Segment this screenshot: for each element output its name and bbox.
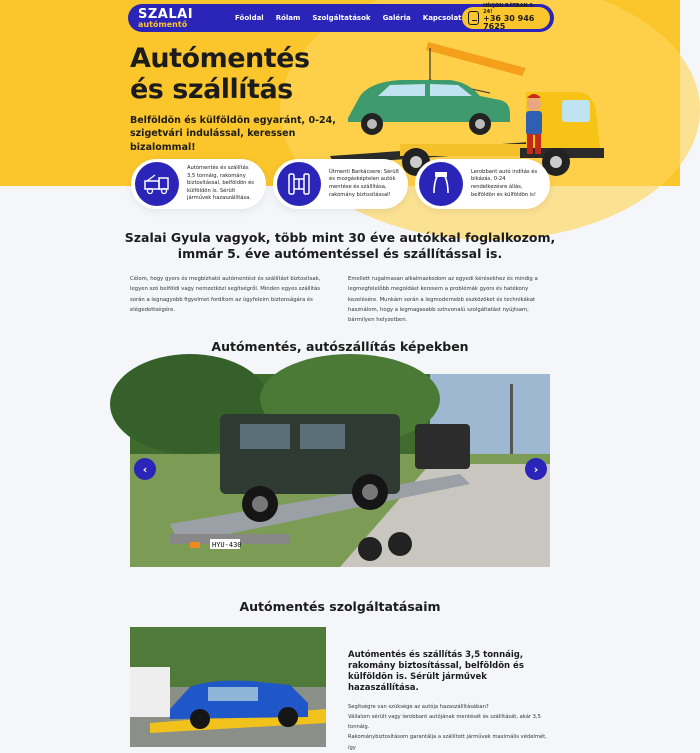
feature-card-roadside bbox=[273, 159, 408, 209]
phone-number: +36 30 946 7625 bbox=[483, 13, 535, 32]
wheel-icon bbox=[277, 162, 321, 206]
nav-link-contact[interactable]: Kapcsolat bbox=[422, 14, 462, 22]
hero-subtitle: Belföldön és külföldön egyaránt, 0-24, szigetvári indulással, keressen bizalommal! bbox=[130, 115, 336, 153]
license-plate: HYU-430 bbox=[212, 541, 242, 549]
logo-subtitle: autómentő bbox=[138, 19, 188, 29]
jumper-cable-icon bbox=[419, 162, 463, 206]
feature-card-towing bbox=[131, 159, 266, 209]
service-item-body bbox=[348, 702, 553, 753]
hero-title-line2: és szállítás bbox=[130, 73, 293, 105]
service-item-title: Autómentés és szállítás 3,5 tonnáig, rakomány biztosítással, belföldön és külföldön is. Sérült járművek hazaszállítása. bbox=[348, 650, 524, 693]
phone-icon bbox=[468, 11, 480, 25]
intro-paragraph-right: Emellett rugalmasan alkalmazkodom az egyedi kérésekhez és mindig a legmegfelelőbb megoldást keresem a problémák gyors és hatékony kezelésére. Munkám során a legmodernebb eszközöket és technikákat használom, hogy a legmagasabb színvonalú szolgáltatást nyújtsam, bármilyen helyzetben. bbox=[348, 276, 538, 324]
crane-arm bbox=[426, 42, 526, 76]
nav-links bbox=[235, 14, 461, 22]
logo-title: SZALAI bbox=[138, 6, 194, 22]
phone-label: HÍVJON BÁTRAN 0-24! bbox=[483, 3, 535, 15]
chevron-left-icon: ‹ bbox=[142, 462, 148, 476]
service-body-line: Rakománybiztosításom garantálja a szállított járművek maximális védelmét, így bbox=[348, 734, 547, 751]
service-photo-image bbox=[130, 627, 326, 747]
gallery-slider bbox=[130, 374, 550, 567]
logo[interactable] bbox=[138, 8, 193, 29]
intro-title: Szalai Gyula vagyok, több mint 30 éve autókkal foglalkozom, immár 5. éve autómentéssel és szállítással is. bbox=[124, 230, 556, 262]
feature-text: Útmenti Barkácsere: Sérült és mozgásképtelen autók mentése és szállítása, rakomány biztosítással! bbox=[329, 168, 400, 198]
hero-title bbox=[130, 44, 310, 105]
hero-title-line1: Autómentés bbox=[130, 43, 310, 74]
driver-head bbox=[527, 97, 541, 111]
nav-link-services[interactable]: Szolgáltatások bbox=[312, 14, 371, 22]
service-body-line: Vállalom sérült vagy lerobbant autójának mentését és szállítását, akár 3,5 tonnáig. bbox=[348, 714, 541, 731]
nav-link-home[interactable]: Főoldal bbox=[235, 14, 264, 22]
tow-truck-illustration bbox=[330, 38, 610, 178]
service-photo bbox=[130, 627, 326, 747]
nav-link-gallery[interactable]: Galéria bbox=[382, 14, 411, 22]
driver-body bbox=[526, 111, 542, 135]
phone-button[interactable] bbox=[462, 3, 550, 32]
tow-truck-icon bbox=[135, 162, 179, 206]
gallery-title: Autómentés, autószállítás képekben bbox=[211, 339, 469, 354]
service-body-line: Segítségre van szüksége az autója hazaszállításában? bbox=[348, 704, 489, 710]
feature-text: Autómentés és szállítás 3,5 tonnáig, rakomány biztosítással, belföldön és külföldön is. Sérült járművek hazaszállítása. bbox=[187, 165, 255, 202]
feature-text: Lerobbant autó indítás és bikázás, 0-24 rendelkezésre állás, belföldön és külföldön is! bbox=[471, 168, 538, 198]
gallery-photo bbox=[130, 374, 550, 567]
intro-paragraph-left: Célom, hogy gyors és megbízható autómentést és szállítást biztosítsak, legyen szó belföldi vagy nemzetközi segítségről. Minden egyes szállítás során a legnagyobb figyelmet fordítom az ügyfeleim biztonságára és elégedettségére. bbox=[130, 276, 321, 313]
chevron-right-icon: › bbox=[533, 462, 539, 476]
services-title: Autómentés szolgáltatásaim bbox=[239, 599, 441, 614]
feature-card-jumpstart bbox=[415, 159, 550, 209]
gallery-prev-button[interactable] bbox=[134, 458, 156, 480]
second-vehicle bbox=[415, 424, 470, 469]
nav-link-about[interactable]: Rólam bbox=[275, 14, 301, 22]
navbar bbox=[128, 4, 554, 32]
phone-text bbox=[483, 4, 544, 31]
gallery-next-button[interactable] bbox=[525, 458, 547, 480]
